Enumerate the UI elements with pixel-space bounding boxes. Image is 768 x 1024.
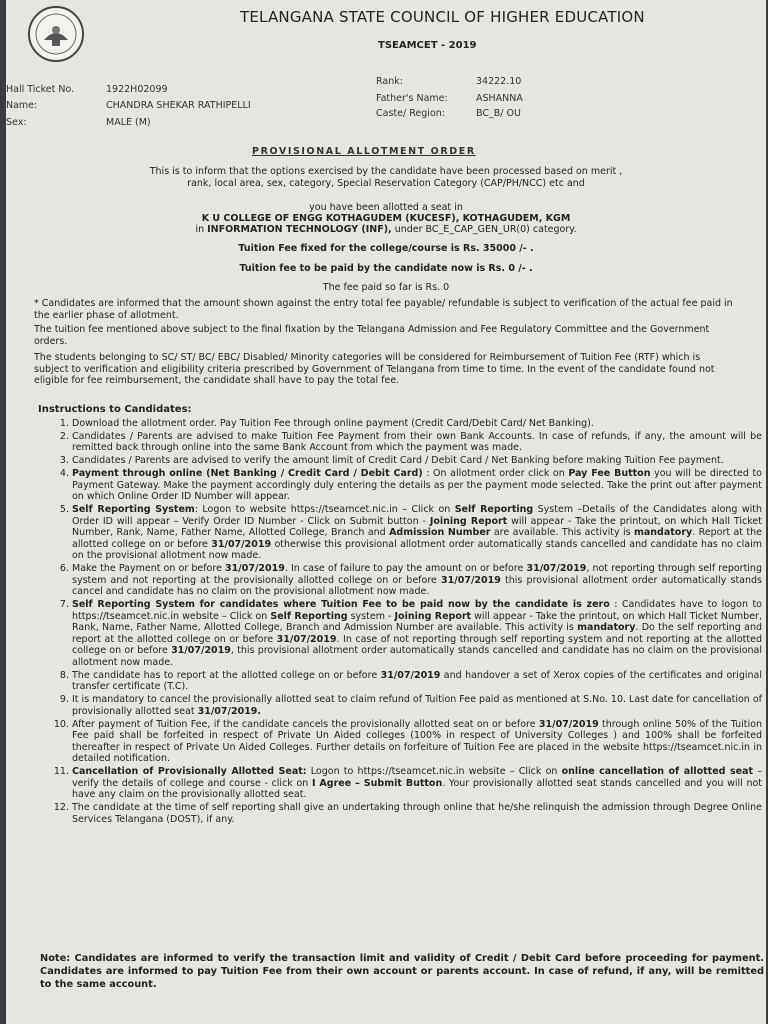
i11-bold: Cancellation of Provisionally Allotted Seat: (72, 766, 307, 778)
allotment-document (6, 0, 766, 1024)
note-reimbursement: The students belonging to SC/ ST/ BC/ EBC/ Disabled/ Minority categories will be considered for Reimbursement of Tuition Fee (RTF) which is subject to verification and eligibility criteria prescribed by Government of Telangana from time to time. In the event of the candidate found not eligible for fee reimbursement, the candidate shall have to pay the total fee. (34, 352, 715, 386)
i7-bold-4: mandatory (577, 622, 636, 634)
category-text: under BC_E_CAP_GEN_UR(0) category. (394, 224, 577, 235)
note-fee-verification: * Candidates are informed that the amount shown against the entry total fee payable/ refundable is subject to verification of the actual fee paid in the earlier phase of allotment. (34, 298, 733, 321)
name-label: Name: (6, 100, 38, 111)
name-row (6, 100, 251, 111)
i6-text-3: , not reporting through self reporting system and not reporting at the provisionally allotted college on or before (72, 563, 762, 586)
course-line (46, 224, 726, 235)
i8-date: 31/07/2019 (380, 669, 441, 681)
caste-label: Caste/ Region: (376, 108, 445, 119)
sex-value: MALE (M) (106, 117, 151, 128)
i11-bold-2: online cancellation of allotted seat (561, 766, 754, 778)
allotted-line: you have been allotted a seat in (309, 202, 463, 213)
i5-bold: Self Reporting System (72, 503, 195, 515)
hall-ticket-label: Hall Ticket No. (6, 84, 75, 95)
instruction-10 (72, 719, 762, 765)
instruction-6 (72, 563, 762, 598)
instruction-9 (72, 694, 762, 717)
i5-text-6: otherwise this provisional allotment order automatically stands cancelled and candidate has no claim on the provisional allotment now made. (72, 538, 762, 562)
name-value: CHANDRA SHEKAR RATHIPELLI (106, 100, 251, 111)
father-value: ASHANNA (476, 93, 523, 104)
i6-date: 31/07/2019 (225, 563, 285, 575)
i10-text-2: through online 50% of the Tuition Fee paid shall be forfeited in respect of Private Un Aided colleges (100% in respect of University Colleges ) and 100% shall be forfeited thereafter in respect of Private Un Aided Colleges. Further details on forfeiture of Tuition Fee are placed in the website https://tseamcet.nic.in in detailed notification. (72, 718, 762, 765)
instruction-7 (72, 599, 762, 669)
course-name: INFORMATION TECHNOLOGY (INF), (207, 224, 392, 235)
caste-value: BC_B/ OU (476, 108, 521, 119)
intro-line-2: rank, local area, sex, category, Special Reservation Category (CAP/PH/NCC) etc and (187, 178, 585, 189)
instructions-list (44, 418, 762, 826)
instruction-8 (72, 670, 762, 693)
i7-bold: Self Reporting System for candidates where Tuition Fee to be paid now by the candidate is zero (72, 599, 610, 611)
final-note: Note: Candidates are informed to verify the transaction limit and validity of Credit / Debit Card before proceeding for payment. Candidates are informed to pay Tuition Fee from their own account or parents account. In case of refund, if any, will be remitted to the same account. (40, 953, 764, 990)
instruction-1: 1. Download the allotment order. Pay Tuition Fee through online payment (Credit Card/Debit Card/ Net Banking). (72, 418, 762, 430)
exam-title: TSEAMCET - 2019 (378, 40, 477, 51)
i7-text-4: . Do the self reporting and report at the allotted college on or before (72, 622, 763, 645)
i5-date: 31/07/2019 (211, 538, 272, 550)
i4-text-2: you will be directed to Payment Gateway. Make the payment accordingly duly entering the details as per the payment mode selected. Take the print out after payment on which Online Order ID Number will appear. (72, 467, 762, 503)
i7-text-6: , this provisional allotment order automatically stands cancelled and candidate has no claim on the provisional allotment now made. (72, 645, 762, 668)
i10-date: 31/07/2019 (538, 718, 599, 730)
i5-text: : Logon to website https://tseamcet.nic.in – Click on (194, 503, 455, 515)
i10-text: After payment of Tuition Fee, if the candidate cancels the provisionally allotted seat on or before (72, 718, 539, 730)
rank-row (376, 76, 521, 87)
caste-row (376, 108, 521, 119)
i7-bold-3: Joining Report (394, 610, 472, 622)
i7-text-3: will appear - Take the printout, on which Hall Ticket Number, Rank, Name, Father Name, Allotted College, Branch and Admission Number are available. This activity is (72, 610, 762, 634)
i5-text-4: are available. This activity is (490, 527, 634, 539)
hall-ticket-row (6, 84, 168, 95)
i6-text: Make the Payment on or before (72, 563, 226, 575)
sex-label: Sex: (6, 117, 27, 128)
father-row (376, 93, 523, 104)
i6-text-4: this provisional allotment order automatically stands cancel and candidate has no claim on the provisional allotment now made. (72, 574, 762, 598)
i11-text-3: . Your provisionally allotted seat stands cancelled and you will not have any claim on the provisionally allotted seat. (72, 777, 763, 801)
instruction-3: 3. Candidates / Parents are advised to verify the amount limit of Credit Card / Debit Card / Net Banking before making Tuition Fee payment. (72, 455, 762, 467)
rank-value: 34222.10 (476, 76, 522, 87)
intro-line-1: This is to inform that the options exercised by the candidate have been processed based on merit , (149, 166, 623, 177)
pay-fee-button-text: Pay Fee Button (568, 467, 651, 479)
order-title: PROVISIONAL ALLOTMENT ORDER (252, 146, 476, 157)
fee-fixed: Tuition Fee fixed for the college/course is Rs. 35000 /- . (238, 243, 534, 254)
i5-text-5: . Report at the allotted college on or before (72, 527, 762, 550)
i5-bold-5: mandatory (633, 527, 693, 539)
instruction-4 (72, 468, 762, 503)
i7-text: : Candidates have to logon to https://tseamcet.nic.in website – Click on (72, 599, 762, 622)
note-fee-fixation: The tuition fee mentioned above subject to the final fixation by the Telangana Admission and Fee Regulatory Committee and the Government orders. (34, 324, 710, 347)
i4-text: : On allotment order click on (422, 467, 569, 479)
i11-bold-3: I Agree – Submit Button (311, 777, 443, 789)
i7-date-2: 31/07/2019 (171, 645, 231, 657)
i9-text: It is mandatory to cancel the provisionally allotted seat to claim refund of Tuition Fee paid as mentioned at S.No. 10. Last date for cancellation of provisionally allotted seat (72, 694, 762, 717)
i4-bold: Payment through online (Net Banking / Credit Card / Debit Card) (72, 467, 423, 479)
i6-date-2: 31/07/2019 (526, 563, 587, 575)
council-logo-icon (26, 4, 86, 64)
fee-paid: The fee paid so far is Rs. 0 (322, 282, 450, 293)
i11-text: Logon to https://tseamcet.nic.in website – Click on (306, 766, 562, 778)
council-title: TELANGANA STATE COUNCIL OF HIGHER EDUCATION (240, 8, 645, 26)
i7-text-5: . In case of not reporting through self reporting system and not reporting at the allotted college on or before (72, 633, 762, 657)
i6-text-2: . In case of failure to pay the amount on or before (284, 563, 527, 575)
i9-date: 31/07/2019. (197, 705, 262, 717)
instruction-5 (72, 504, 762, 562)
sex-row (6, 117, 151, 128)
rank-label: Rank: (376, 76, 403, 87)
i5-bold-2: Self Reporting (454, 503, 534, 515)
instruction-12: 12. The candidate at the time of self reporting shall give an undertaking through online that he/she relinquish the admission through Degree Online Services Telangana (DOST), if any. (72, 802, 762, 825)
i7-text-2: system - (347, 610, 395, 622)
instruction-2: 2. Candidates / Parents are advised to make Tuition Fee Payment from their own Bank Accounts. In case of refunds, if any, the amount will be remitted back through online into the same Bank Account from which the payment was made. (72, 431, 762, 454)
i5-text-2: System –Details of the Candidates along with Order ID will appear – Verify Order ID Number - Click on Submit button - (72, 503, 762, 527)
i5-text-3: will appear - Take the printout, on which Hall Ticket Number, Rank, Name, Father Name, Allotted College, Branch and (72, 515, 762, 539)
instruction-11 (72, 766, 762, 801)
i8-text-2: and handover a set of Xerox copies of the certificates and original transfer certificate (T.C). (72, 669, 762, 693)
instructions-title: Instructions to Candidates: (38, 404, 192, 415)
i5-bold-3: Joining Report (429, 515, 508, 527)
i7-bold-2: Self Reporting (270, 610, 348, 622)
i11-text-2: – verify the details of college and course - click on (72, 766, 762, 789)
fee-to-pay: Tuition fee to be paid by the candidate now is Rs. 0 /- . (239, 263, 533, 274)
i7-date: 31/07/2019 (276, 633, 337, 645)
hall-ticket-value: 1922H02099 (106, 84, 168, 95)
father-label: Father's Name: (376, 93, 448, 104)
i5-bold-4: Admission Number (389, 527, 491, 539)
i6-date-3: 31/07/2019 (441, 574, 501, 586)
course-prefix: in (195, 224, 208, 235)
i8-text: The candidate has to report at the allotted college on or before (72, 669, 381, 681)
college-name: K U COLLEGE OF ENGG KOTHAGUDEM (KUCESF), KOTHAGUDEM, KGM (201, 213, 571, 224)
